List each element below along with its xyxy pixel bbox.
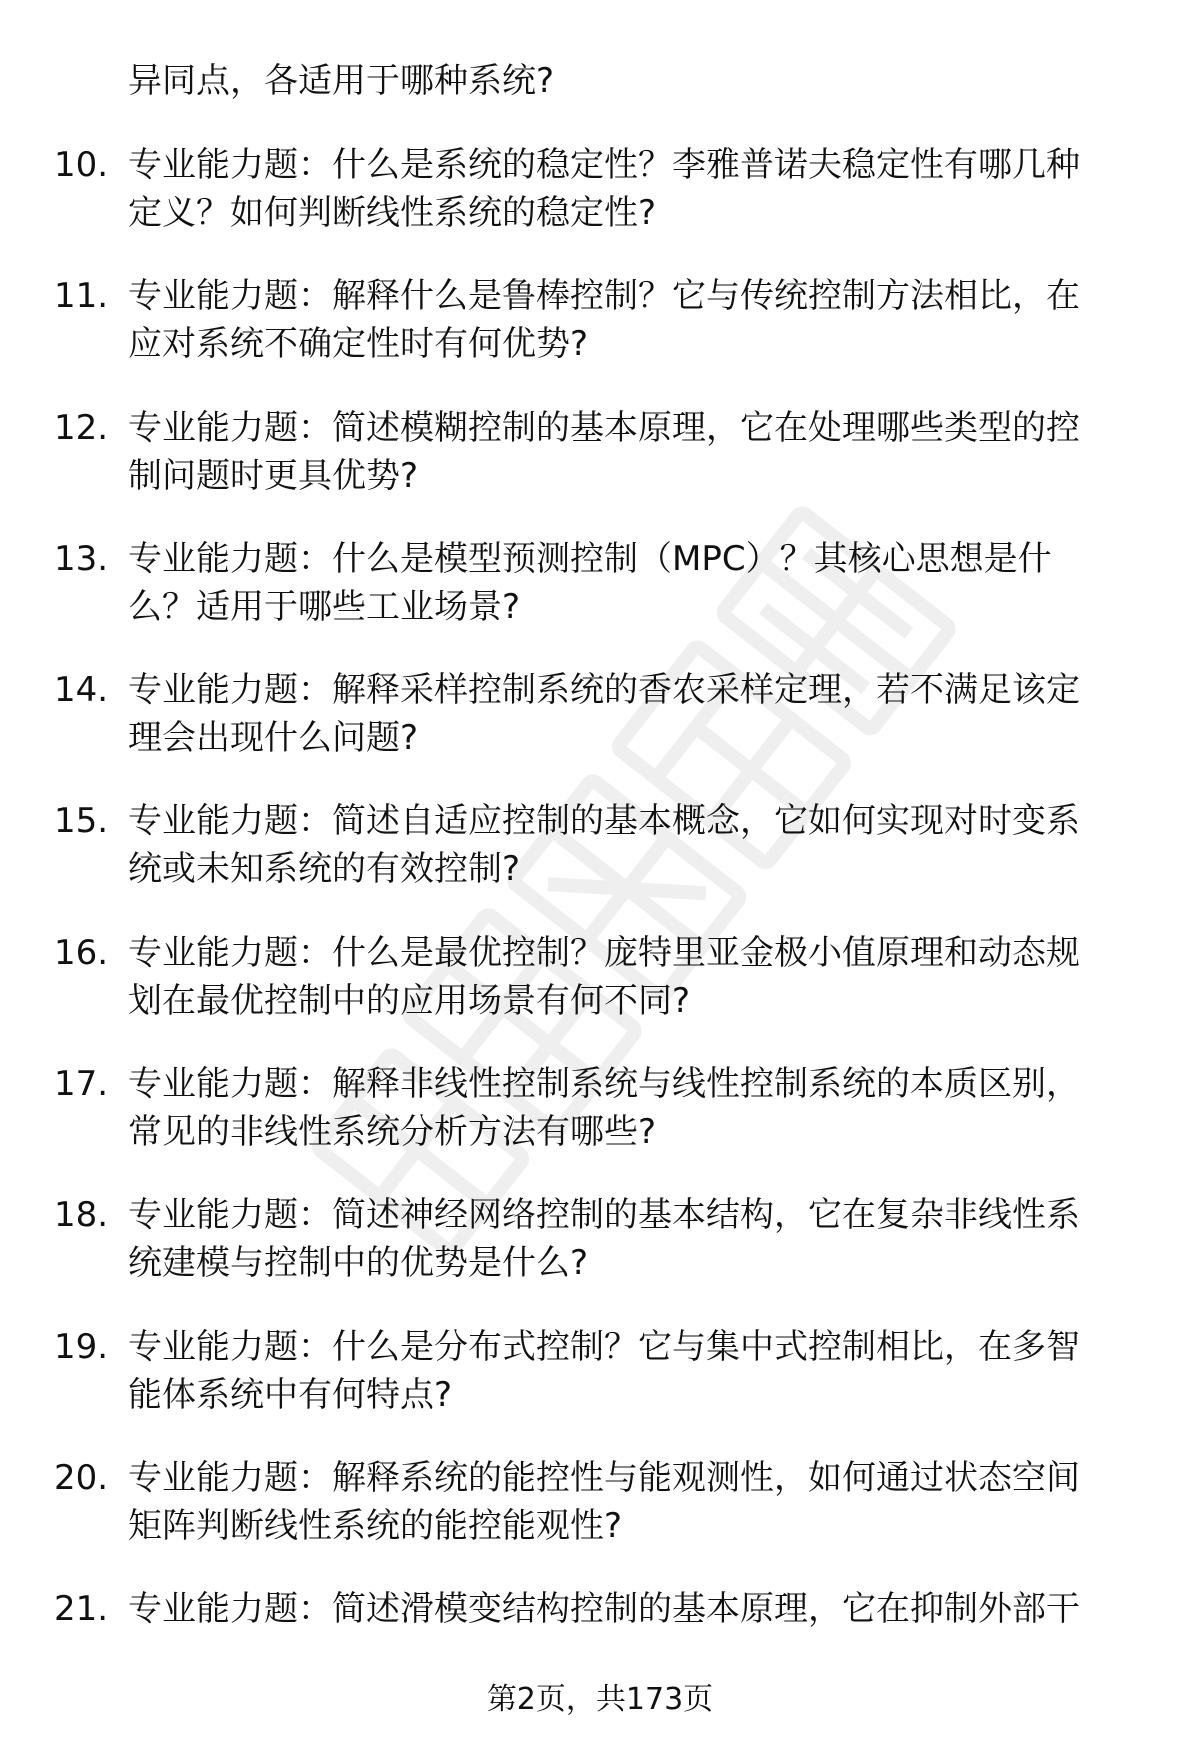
continued-question-text: 异同点，各适用于哪种系统? [128,61,555,101]
question-text-line: 专业能力题：解释什么是鲁棒控制？它与传统控制方法相比，在 [128,276,1080,317]
question-item [0,930,1200,1061]
question-number: 18. [54,1195,109,1236]
question-text-line: 理会出现什么问题? [128,718,419,759]
question-item [0,1061,1200,1192]
question-text-line: 应对系统不确定性时有何优势? [128,324,589,365]
question-number: 12. [54,407,109,448]
question-text-line: 专业能力题：简述滑模变结构控制的基本原理，它在抑制外部干 [128,1589,1080,1630]
question-item [0,1455,1200,1586]
question-item [0,273,1200,404]
page-indicator: 第2页，共173页 [486,1682,714,1717]
question-text-line: 统建模与控制中的优势是什么? [128,1243,589,1284]
question-text-line: 专业能力题：解释系统的能控性与能观测性，如何通过状态空间 [128,1457,1080,1498]
question-text-line: 统或未知系统的有效控制? [128,849,521,890]
question-text-line: 能体系统中有何特点? [128,1374,453,1415]
question-text-line: 专业能力题：什么是分布式控制？它与集中式控制相比，在多智 [128,1326,1080,1367]
question-number: 14. [54,670,109,711]
question-item [0,536,1200,667]
question-item [0,142,1200,273]
question-number: 19. [54,1326,109,1367]
question-text-line: 专业能力题：解释非线性控制系统与线性控制系统的本质区别， [128,1064,1080,1105]
question-text-line: 专业能力题：什么是最优控制？庞特里亚金极小值原理和动态规 [128,932,1080,973]
question-number: 13. [54,538,109,579]
question-text-line: 常见的非线性系统分析方法有哪些? [128,1112,657,1153]
question-number: 17. [54,1064,109,1105]
question-item [0,798,1200,929]
question-item [0,1324,1200,1455]
question-text-line: 专业能力题：什么是模型预测控制（MPC）？其核心思想是什 [128,538,1052,579]
question-text-line: 定义？如何判断线性系统的稳定性? [128,193,657,233]
question-text-line: 划在最优控制中的应用场景有何不同? [128,980,691,1021]
question-text-line: 么？适用于哪些工业场景? [128,586,521,627]
question-number: 10. [54,145,109,185]
question-item [0,667,1200,798]
question-text-line: 专业能力题：简述神经网络控制的基本结构，它在复杂非线性系 [128,1195,1080,1236]
question-text-line: 专业能力题：简述自适应控制的基本概念，它如何实现对时变系 [128,801,1080,842]
question-number: 11. [54,276,109,317]
question-number: 20. [54,1457,109,1498]
question-item [0,1192,1200,1323]
question-number: 21. [54,1589,109,1630]
question-text-line: 专业能力题：简述模糊控制的基本原理，它在处理哪些类型的控 [128,407,1080,448]
question-list [0,142,1200,1718]
question-text-line: 专业能力题：解释采样控制系统的香农采样定理，若不满足该定 [128,670,1080,711]
question-number: 15. [54,801,109,842]
question-text-line: 矩阵判断线性系统的能控能观性? [128,1505,623,1546]
question-item [0,405,1200,536]
question-number: 16. [54,932,109,973]
question-text-line: 制问题时更具优势? [128,455,419,496]
question-text-line: 专业能力题：什么是系统的稳定性？李雅普诺夫稳定性有哪几种 [128,145,1080,185]
